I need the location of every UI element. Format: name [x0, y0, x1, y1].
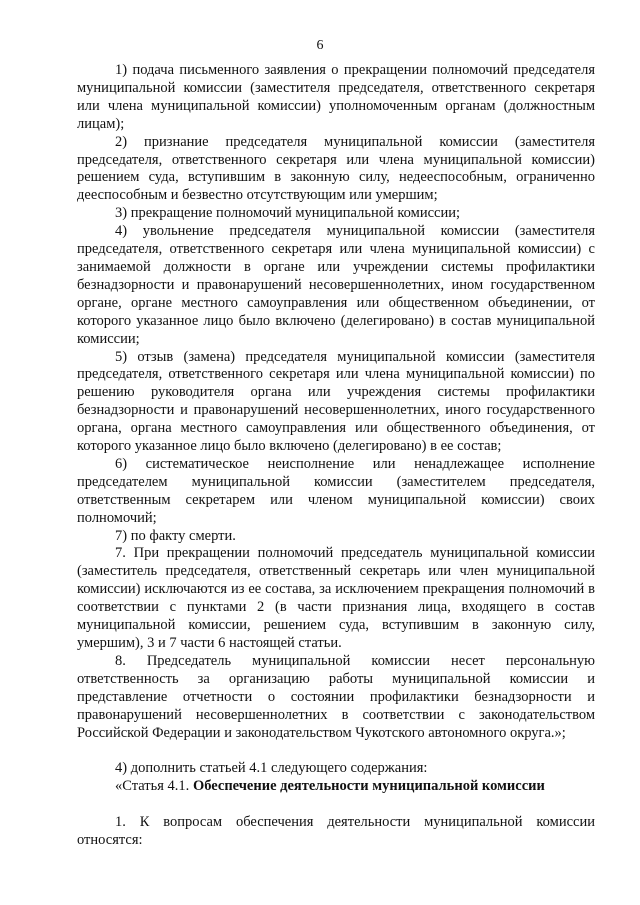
- paragraph-part-7: 7. При прекращении полномочий председатель муниципальной комиссии (заместитель председателя, ответственный секретарь или член муниципальной комиссии) исключаются из ее состава, за исключением прекращения полномочий в соответствии с пунктами 2 (в части признания лица, входящего в состав муниципальной комиссии, решением суда, вступившим в законную силу, умершим), 3 и 7 части 6 настоящей статьи.: [77, 545, 595, 651]
- paragraph-item-1: 1) подача письменного заявления о прекращении полномочий председателя муниципальной комиссии (заместителя председателя, ответственного секретаря или члена муниципальной комиссии) уполномоченным органам (должностным лицам);: [77, 62, 595, 132]
- clause-1: 1. К вопросам обеспечения деятельности муниципальной комиссии относятся:: [77, 814, 595, 849]
- paragraph-item-4: 4) увольнение председателя муниципальной комиссии (заместителя председателя, ответственного секретаря или члена муниципальной комиссии) с занимаемой должности в органе или учреждении системы профилактики безнадзорности и правонарушений несовершеннолетних, ином государственном органе, органе местного самоуправления или общественном объединении, от которого указанное лицо было включено (делегировано) в состав муниципальной комиссии;: [77, 223, 595, 347]
- paragraph-item-6: 6) систематическое неисполнение или ненадлежащее исполнение председателем муниципальной комиссии (заместителем председателя, ответственным секретарем или членом муниципальной комиссии) своих полномочий;: [77, 455, 595, 526]
- document-body: [77, 62, 595, 850]
- page-number: 6: [316, 38, 324, 53]
- article-heading: [77, 778, 595, 796]
- article-title: Обеспечение деятельности муниципальной комиссии: [192, 778, 545, 795]
- paragraph-part-8: 8. Председатель муниципальной комиссии несет персональную ответственность за организацию работы муниципальной комиссии и представление отчетности о состоянии профилактики безнадзорности и правонарушений несовершеннолетних в соответствии с законодательством Российской Федерации и законодательством Чукотского автономного округа.»;: [77, 652, 595, 741]
- paragraph-item-3: 3) прекращение полномочий муниципальной комиссии;: [115, 205, 461, 222]
- blank-line: [77, 742, 595, 760]
- paragraph-item-5: 5) отзыв (замена) председателя муниципальной комиссии (заместителя председателя, ответственного секретаря или члена муниципальной комиссии) по решению руководителя органа или учреждения системы профилактики безнадзорности и правонарушений несовершеннолетних, иного государственного органа, органа местного самоуправления или общественного объединения, от которого указанное лицо было включено (делегировано) в ее состав;: [77, 348, 595, 455]
- paragraph-item-2: 2) признание председателя муниципальной комиссии (заместителя председателя, ответственного секретаря или члена муниципальной комиссии) решением суда, вступившим в законную силу, недееспособным, ограниченно дееспособным и безвестно отсутствующим или умершим;: [77, 133, 595, 204]
- article-prefix: «Статья 4.1.: [115, 778, 193, 795]
- amendment-line: 4) дополнить статьей 4.1 следующего содержания:: [115, 760, 428, 777]
- paragraph-item-7: 7) по факту смерти.: [115, 527, 236, 544]
- blank-line: [77, 796, 595, 814]
